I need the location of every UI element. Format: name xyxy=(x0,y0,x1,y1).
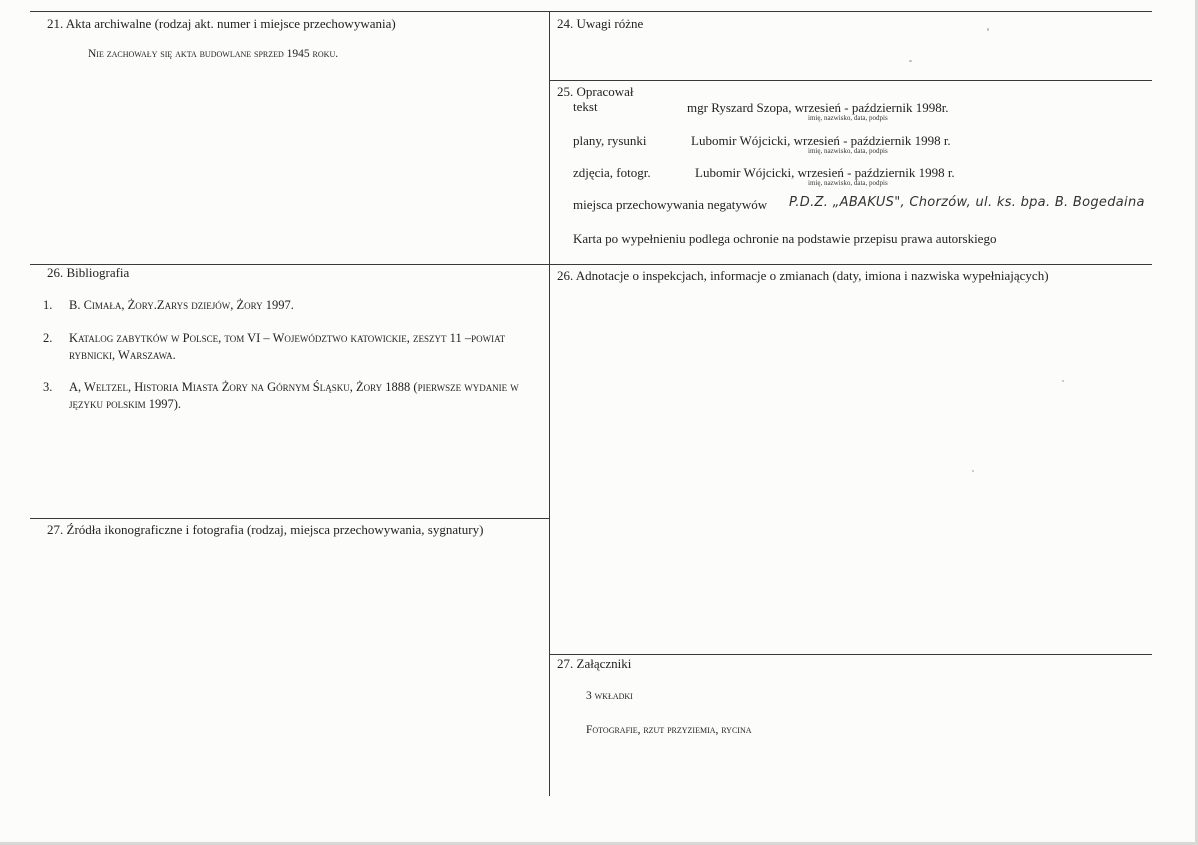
sec27-attachments-heading: 27. Załączniki xyxy=(557,656,632,671)
sec24-heading: 24. Uwagi różne xyxy=(557,16,644,31)
sec25-value-text: mgr Ryszard Szopa, wrzesień - październik 1998r. xyxy=(687,100,949,115)
sec25-caption-photos: imię, nazwisko, data, podpis xyxy=(808,179,888,187)
top-rule xyxy=(30,11,1152,12)
sec21-note: Nie zachowały się akta budowlane sprzed 1945 roku. xyxy=(88,48,339,60)
scan-speck xyxy=(909,60,912,62)
sec27-sources-heading: 27. Źródła ikonograficzne i fotografia (rodzaj, miejsca przechowywania, sygnatury) xyxy=(47,522,484,537)
sec25-negatives-handwritten: P.D.Z. „ABAKUS", Chorzów, ul. ks. bpa. B. Bogedaina xyxy=(789,195,1145,210)
bibliography-item-number: 3. xyxy=(43,380,53,394)
bibliography-item-number: 2. xyxy=(43,331,53,345)
bibliography-item-text: B. Cimała, Żory.Zarys dziejów, Żory 1997. xyxy=(69,298,294,312)
sec25-label-photos: zdjęcia, fotogr. xyxy=(573,165,651,180)
center-divider xyxy=(549,11,550,796)
sec25-copyright-note: Karta po wypełnieniu podlega ochronie na podstawie przepisu prawa autorskiego xyxy=(573,231,997,246)
rule-26-27-left xyxy=(30,518,550,519)
sec25-caption-text: imię, nazwisko, data, podpis xyxy=(808,114,888,122)
scan-speck xyxy=(1062,380,1064,382)
sec21-heading: 21. Akta archiwalne (rodzaj akt. numer i miejsce przechowywania) xyxy=(47,16,396,31)
scan-speck xyxy=(972,470,974,472)
sec25-caption-plans: imię, nazwisko, data, podpis xyxy=(808,147,888,155)
sec25-label-text: tekst xyxy=(573,99,598,114)
sec26-annotations-heading: 26. Adnotacje o inspekcjach, informacje o zmianach (daty, imiona i nazwiska wypełniających) xyxy=(557,268,1049,283)
sec25-negatives-label: miejsca przechowywania negatywów xyxy=(573,197,768,212)
sec25-heading: 25. Opracował xyxy=(557,84,634,99)
bibliography-item-text: Katalog zabytków w Polsce, tom VI – Województwo katowickie, zeszyt 11 –powiat rybnicki, Warszawa. xyxy=(69,331,506,362)
bibliography-item-text: A, Weltzel, Historia Miasta Żory na Górnym Śląsku, Żory 1888 (pierwsze wydanie w języku polskim 1997). xyxy=(69,380,519,411)
sec26-bibliography-heading: 26. Bibliografia xyxy=(47,265,130,280)
sec25-label-plans: plany, rysunki xyxy=(573,133,647,148)
sec27-attachments-count: 3 wkładki xyxy=(586,690,633,702)
sec25-value-plans: Lubomir Wójcicki, wrzesień - październik 1998 r. xyxy=(691,133,951,148)
rule-row-26 xyxy=(30,264,1152,265)
sec25-value-photos: Lubomir Wójcicki, wrzesień - październik 1998 r. xyxy=(695,165,955,180)
scan-speck xyxy=(987,28,989,31)
bibliography-item-number: 1. xyxy=(43,298,53,312)
rule-26-27-right xyxy=(549,654,1152,655)
rule-24-25 xyxy=(549,80,1152,81)
sec27-attachments-list: Fotografie, rzut przyziemia, rycina xyxy=(586,724,752,736)
